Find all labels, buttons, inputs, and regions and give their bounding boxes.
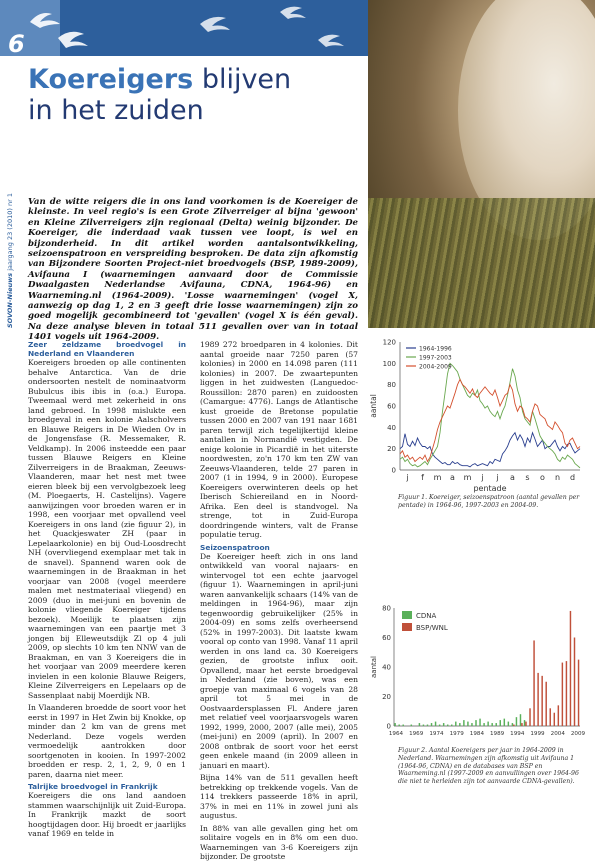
bar bbox=[500, 720, 501, 726]
text-column-2 bbox=[200, 340, 358, 865]
swallow-icon bbox=[318, 35, 344, 47]
bar bbox=[574, 638, 575, 727]
paragraph: De Koereiger heeft zich in ons land ontwikkeld van vooral najaars- en wintervogel tot een echte jaarvogel (figuur 1). Waarnemingen in april-juni waren aanvankelijk schaars (14% van de meldingen in 1964-96), maar zijn tegenwoordig gebruikelijker (25% in 2004-09) en soms zelfs overheersend (52% in 1997-2003). Dit laatste kwam vooral op conto van 1998. Vanaf 11 april werden in ons land ca. 30 Koereigers gezien, de grootste influx ooit. Opvallend, maar het eerste broedgeval in Nederland (zie boven), was een groepje van maximaal 6 vogels van 28 april tot 5 mei in de Oostvaardersplassen Fl. Andere jaren met relatief veel voorjaarsvogels waren 1992, 1999, 2000, 2007 (alle mei), 2005 (mei-juni) en 2009 (april). In 2007 en 2008 ontbrak de soort voor het eerst geen enkele maand (in 2009 alleen in januari en maart). bbox=[200, 551, 358, 770]
bar bbox=[427, 725, 428, 726]
swallow-icon bbox=[280, 7, 306, 19]
lead-paragraph: Van de witte reigers die in ons land voorkomen is de Koereiger de kleinste. In veel regio's is een Grote Zilverreiger al bijna 'gewoon' en Kleine Zilverreigers zijn regionaal (Delta) weinig bijzonder. De Koereiger, die inderdaad vaak tussen vee loopt, is wel en bijzonderheid. In dit artikel worden aantalsontwikkeling, seizoenspatroon en verspreiding besproken. De data zijn afkomstig van Bijzondere Soorten Project-niet broedvogels (BSP, 1989-2009), Avifauna I (waarnemingen aanvaard door de Commissie Dwaalgasten Nederlandse Avifauna, CDNA, 1964-96) en Waarneming.nl (1964-2009). 'Losse waarnemingen' (vogel X, aanwezig op dag 1, 2 en 3 geeft drie losse waarnemingen) zijn zo goed mogelijk gecombineerd tot 'gevallen' (vogel X is één geval). Na deze analyse bleven in totaal 511 gevallen over van in totaal 1401 vogels uit 1964-2009. bbox=[28, 197, 358, 343]
bar bbox=[525, 722, 526, 726]
series-line bbox=[400, 433, 580, 467]
grass bbox=[368, 198, 595, 328]
bar bbox=[554, 713, 555, 726]
y-tick-label: 80 bbox=[382, 604, 391, 613]
y-tick-label: 20 bbox=[387, 445, 396, 454]
x-tick-label: o bbox=[540, 473, 545, 482]
paragraph: In Vlaanderen broedde de soort voor het eerst in 1997 in Het Zwin bij Knokke, op minder dan 2 km van de grens met Nederland. Deze vogels werden vermoedelijk aantrokken door soortgenoten in kooien. In 1997-2002 broedden er resp. 2, 1, 2, 9, 0 en 1 paren, daarna niet meer. bbox=[28, 703, 186, 779]
journal-issue: jaargang 23 (2010) nr 1 bbox=[6, 193, 14, 271]
figure-2-caption: Figuur 2. Aantal Koereigers per jaar in 1964-2009 in Nederland. Waarnemingen zijn afkomstig uit Avifauna 1 (1964-96, CDNA) en de databases van BSP en Waarneming.nl (1997-2009 en aanvullingen over 1964-96 die niet te herleiden zijn tot aanvaarde CDNA-gevallen). bbox=[398, 747, 579, 786]
x-tick-label: m bbox=[433, 473, 442, 482]
x-tick-label: j bbox=[406, 473, 409, 482]
paragraph: Koereigers die ons land aandoen stammen waarschijnlijk uit Zuid-Europa. In Frankrijk mazkt de soort hoogtijdagen door. Hij broedt er jaarlijks vanaf 1969 en telde in bbox=[28, 791, 186, 838]
bar bbox=[398, 725, 399, 726]
bar-chart bbox=[368, 600, 588, 742]
bar bbox=[521, 723, 522, 726]
bar bbox=[394, 723, 395, 726]
bar bbox=[431, 723, 432, 726]
bar bbox=[467, 722, 468, 726]
x-tick-label: 2009 bbox=[570, 731, 586, 737]
legend-label: BSP/WNL bbox=[416, 624, 448, 632]
bar bbox=[451, 725, 452, 726]
bar bbox=[479, 719, 480, 726]
line-chart bbox=[368, 336, 588, 496]
bar bbox=[513, 725, 514, 726]
y-axis-label: aantal bbox=[369, 394, 378, 418]
page-number: 6 bbox=[8, 30, 25, 58]
bar bbox=[516, 717, 517, 726]
cattle-photo bbox=[368, 0, 595, 328]
swallow-icons bbox=[0, 0, 368, 56]
x-tick-label: d bbox=[569, 473, 576, 482]
y-tick-label: 0 bbox=[386, 722, 391, 731]
y-tick-label: 20 bbox=[382, 693, 391, 701]
legend-label: 1997-2003 bbox=[419, 354, 452, 362]
bar bbox=[533, 640, 534, 726]
bar bbox=[475, 720, 476, 726]
swallow-icon bbox=[30, 13, 60, 28]
section-heading: Talrijke broedvogel in Frankrijk bbox=[28, 782, 158, 791]
figure-2-chart bbox=[368, 600, 588, 742]
bar bbox=[439, 725, 440, 726]
bar bbox=[570, 611, 571, 726]
bar bbox=[419, 723, 420, 726]
x-tick-label: 1984 bbox=[469, 731, 485, 737]
bar bbox=[459, 723, 460, 726]
y-tick-label: 100 bbox=[382, 359, 396, 368]
bar bbox=[483, 723, 484, 726]
bar bbox=[541, 676, 542, 726]
x-tick-label: m bbox=[463, 473, 472, 482]
bar bbox=[487, 722, 488, 726]
y-tick-label: 40 bbox=[382, 663, 391, 672]
x-tick-label: 1999 bbox=[530, 731, 545, 737]
bar bbox=[512, 723, 513, 726]
y-tick-label: 120 bbox=[382, 338, 396, 347]
swallow-icon bbox=[58, 32, 88, 48]
x-tick-label: a bbox=[510, 473, 515, 482]
x-tick-label: 1964 bbox=[388, 731, 404, 737]
legend-swatch bbox=[402, 611, 412, 619]
series-line bbox=[400, 363, 580, 468]
bar bbox=[411, 725, 412, 726]
bar bbox=[562, 663, 563, 726]
bar bbox=[545, 682, 546, 726]
paragraph: Koereigers broeden op alle continenten behalve Antarctica. Van de drie ondersoorten nestelt de nominaatvorm Bubulcus ibis ibis in (o.a.) Europa. Tweemaal werd met zekerheid in ons land gebroed. In 1998 mislukte een broedgeval in een kolonie Aalscholvers en Blauwe Reigers in De Wieden Ov in de Jongensfase (R. Messemaker, R. Veldkamp). In 2006 insteedde een paar tussen Blauwe Reigers en Kleine Zilverreigers in de Braakman, Zeeuws-Vlaanderen, maar het nest met twee eieren bleek bij een vervolgbezoek leeg (M. Ploegaerts, H. Castelijns). Vagere aanwijzingen voor broeden waren er in 1998, een voorjaar met opvallend veel Koereigers in ons land (zie figuur 2), in het Quackjeswater ZH (paar in Lepelaarkolonie) en bij Oud-Loosdrecht NH (overvliegend exemplaar met tak in de snavel). Spannend waren ook de waarnemingen in de Braakman in het voorjaar van 2008 (vogel meerdere malen met nestmateriaal vliegend) en 2009 (duo in mei-juni en bovenin de kolonie vliegende Koereiger tijdens bezoek). Moeilijk te plaatsen zijn waarnemingen van een paartje met 3 jongen bij Elleweutsdijk Zl op 4 juli 2009, op slechts 10 km ten NNW van de Braakman, en van 3 Koereigers die in het voorjaar van 2009 meerdere keren invielen in een kolonie Blauwe Reigers, Kleine Zilverreigers en Lepelaars op de Sassenplaat nabij Moerdijk NB. bbox=[28, 358, 186, 700]
x-tick-label: 1989 bbox=[489, 731, 505, 737]
bar bbox=[578, 660, 579, 726]
paragraph: 1989 272 broedparen in 4 kolonies. Dit aantal groeide naar 7250 paren (57 kolonies) in 2000 en 14.098 paren (111 kolonies) in 2007. De zwaartepunten liggen in het zuidwesten (Languedoc-Roussillon: 2870 paren) en zuidoosten (Camargue: 4776). Langs de Atlantische kust groeide de Bretonse populatie tussen 2000 en 2007 van 191 naar 1681 paren terwijl zich tegelijkertijd kleine aantallen in Normandië vestigden. De enige kolonie in Picardië in het uiterste noordwesten, zo'n 170 km ten ZW van Zeeuws-Vlaanderen, telde 27 paren in 2007 (1 in 1994, 9 in 2000). Europese Koereigers overwinteren deels op het Iberisch Schiereiland en in Noord-Afrika. Een deel is standvogel. Na strenge, tot in Zuid-Europa doordringende winters, valt de Franse populatie terug. bbox=[200, 340, 358, 539]
title-line1-rest: blijven bbox=[201, 64, 292, 95]
bar bbox=[455, 722, 456, 726]
bar bbox=[550, 708, 551, 726]
bar bbox=[463, 720, 464, 726]
series-line bbox=[400, 379, 580, 461]
y-tick-label: 0 bbox=[391, 466, 396, 475]
x-tick-label: 1974 bbox=[429, 731, 444, 737]
legend-label: CDNA bbox=[416, 612, 437, 620]
figure-1-caption: Figuur 1. Koereiger, seizoenspatroon (aantal gevallen per pentade) in 1964-96, 1997-2003 en 2004-09. bbox=[398, 494, 580, 509]
bar bbox=[495, 723, 496, 726]
y-axis-label: aantal bbox=[370, 656, 378, 678]
title-accent: Koereigers bbox=[28, 64, 194, 95]
x-tick-label: j bbox=[481, 473, 484, 482]
section-heading: Zeer zeldzame broedvogel in Nederland en Vlaanderen bbox=[28, 340, 186, 358]
y-tick-label: 60 bbox=[382, 634, 391, 642]
y-tick-label: 40 bbox=[387, 423, 396, 432]
title-line2: in het zuiden bbox=[28, 95, 204, 126]
bar bbox=[520, 714, 521, 726]
x-axis-label: pentade bbox=[473, 484, 507, 493]
bar bbox=[537, 673, 538, 726]
paragraph: Bijna 14% van de 511 gevallen heeft betrekking op trekkende vogels. Van de 114 trekkers passeerde 18% in april, 37% in mei en 11% in zowel juni als augustus. bbox=[200, 773, 358, 820]
bar bbox=[447, 725, 448, 726]
article-title bbox=[28, 64, 358, 126]
bar bbox=[423, 725, 424, 726]
bar bbox=[524, 720, 525, 726]
x-tick-label: j bbox=[496, 473, 499, 482]
swallow-icon bbox=[200, 17, 230, 32]
bar bbox=[443, 723, 444, 726]
figure-1-chart bbox=[368, 336, 588, 496]
legend-swatch bbox=[402, 623, 412, 631]
x-tick-label: 1994 bbox=[510, 731, 525, 737]
x-tick-label: 1969 bbox=[409, 731, 424, 737]
bar bbox=[491, 723, 492, 726]
bar bbox=[529, 708, 530, 726]
section-heading: Seizoenspatroon bbox=[200, 542, 270, 552]
x-tick-label: 1979 bbox=[449, 731, 464, 737]
legend-label: 1964-1996 bbox=[419, 345, 452, 353]
header-banner bbox=[0, 0, 368, 56]
x-tick-label: a bbox=[450, 473, 455, 482]
x-tick-label: n bbox=[554, 473, 561, 482]
bar bbox=[558, 705, 559, 726]
x-tick-label: f bbox=[421, 473, 424, 482]
bar bbox=[471, 723, 472, 726]
paragraph: In 88% van alle gevallen ging het om solitaire vogels en in 8% om een duo. Waarnemingen van 3-6 Koereigers zijn bijzonder. De grootste bbox=[200, 823, 358, 861]
y-tick-label: 60 bbox=[387, 402, 396, 411]
journal-side-label bbox=[6, 193, 14, 328]
bar bbox=[566, 661, 567, 726]
x-tick-label: 2004 bbox=[550, 731, 565, 737]
journal-name: SOVON-Nieuws bbox=[6, 272, 14, 328]
legend-label: 2004-2009 bbox=[419, 363, 452, 371]
bar bbox=[435, 722, 436, 726]
bar bbox=[402, 725, 403, 726]
bar bbox=[508, 722, 509, 726]
text-column-1 bbox=[28, 340, 186, 842]
bar bbox=[504, 719, 505, 726]
x-tick-label: s bbox=[525, 473, 530, 482]
y-tick-label: 80 bbox=[387, 381, 396, 390]
